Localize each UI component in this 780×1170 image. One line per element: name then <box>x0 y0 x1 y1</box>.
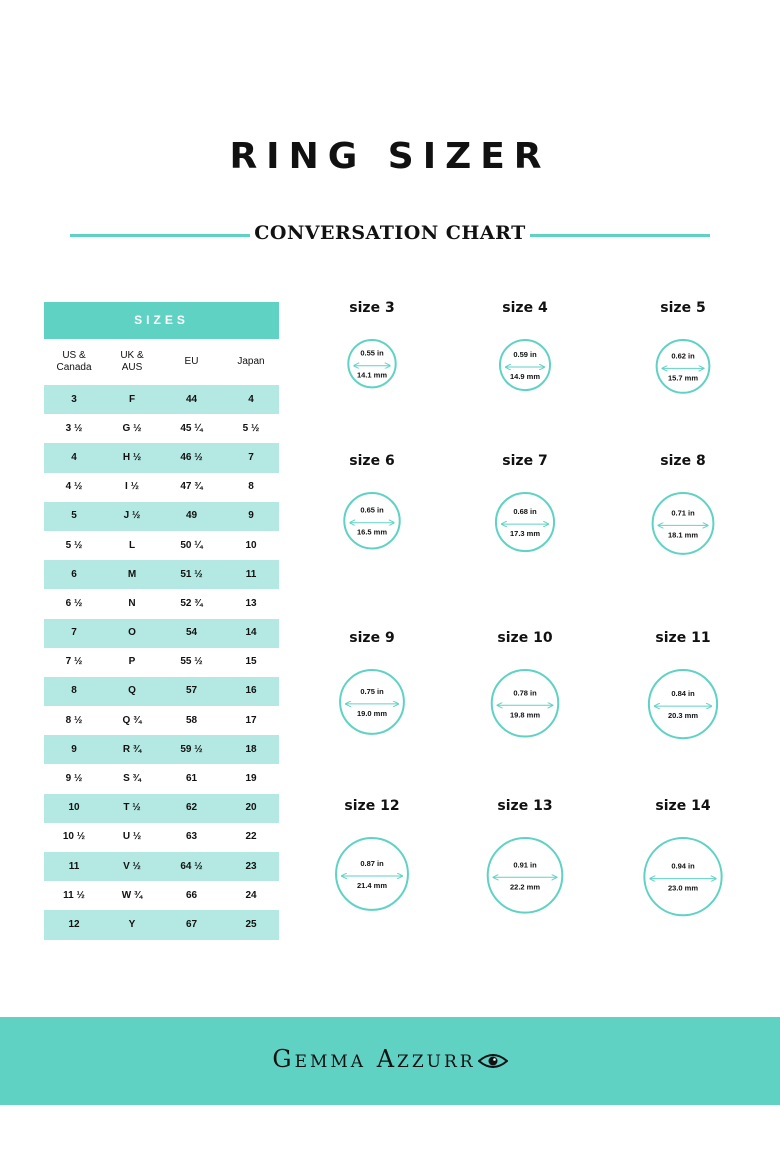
table-cell: 4 ½ <box>65 481 83 493</box>
table-cell: 44 <box>185 393 198 405</box>
ring-diameter-mm: 19.8 mm <box>509 710 541 720</box>
table-row <box>44 385 279 414</box>
table-cell: 4 <box>71 451 77 463</box>
table-cell: W ¾ <box>121 889 143 901</box>
ring-size-label: size 3 <box>349 300 395 316</box>
table-cell: M <box>127 568 137 580</box>
ring-outline <box>336 838 408 910</box>
table-cell: 15 <box>245 656 257 668</box>
table-cell: 5 ½ <box>65 539 83 551</box>
table-cell: Q <box>128 685 136 697</box>
ring-diameter-inches: 0.78 in <box>513 688 537 698</box>
table-cell: T ½ <box>123 802 141 814</box>
ring-diameter-mm: 15.7 mm <box>667 373 699 383</box>
table-cell: I ½ <box>125 481 139 493</box>
table-cell: H ½ <box>122 451 142 463</box>
ring-size-label: size 8 <box>660 453 706 469</box>
ring-outline <box>496 493 554 551</box>
column-header: Japan <box>237 356 265 367</box>
ring-outline <box>500 340 550 390</box>
table-row <box>44 443 279 472</box>
ring-diameter-inches: 0.62 in <box>671 351 695 361</box>
table-cell: 3 ½ <box>65 422 83 434</box>
table-cell: O <box>128 627 136 639</box>
column-header: UK & AUS <box>120 350 144 373</box>
ring-diameter-mm: 17.3 mm <box>509 529 541 539</box>
table-cell: 58 <box>185 714 198 726</box>
table-cell: 5 ½ <box>242 422 260 434</box>
table-cell: 18 <box>245 743 257 755</box>
ring-diameter-inches: 0.59 in <box>513 350 537 360</box>
ring-diameter-inches: 0.68 in <box>513 507 537 517</box>
ring-outline <box>644 838 721 915</box>
table-row <box>44 764 279 793</box>
table-cell: 49 <box>185 510 198 522</box>
ring-outline <box>492 670 559 737</box>
ring-diameter-inches: 0.87 in <box>360 858 384 868</box>
table-cell: 61 <box>185 773 198 785</box>
ring-diameter-mm: 19.0 mm <box>356 708 388 718</box>
table-row <box>44 414 279 443</box>
table-cell: 62 <box>185 802 198 814</box>
ring-size-label: size 10 <box>497 630 553 646</box>
table-cell: 8 ½ <box>65 714 83 726</box>
ring-diagram <box>340 630 404 734</box>
table-cell: 22 <box>245 831 257 843</box>
table-cell: 55 ½ <box>180 656 203 668</box>
size-table-header-row <box>44 339 279 385</box>
table-cell: 25 <box>245 918 257 930</box>
ring-diameter-inches: 0.71 in <box>671 508 695 518</box>
table-row <box>44 619 279 648</box>
table-row <box>44 502 279 531</box>
table-cell: 50 ¼ <box>180 539 203 551</box>
ring-size-label: size 7 <box>502 453 548 469</box>
ring-outline <box>649 670 717 738</box>
table-cell: 10 <box>245 539 257 551</box>
ring-outline <box>344 493 399 548</box>
page-subtitle: CONVERSATION CHART <box>254 222 526 244</box>
table-row <box>44 706 279 735</box>
ring-diameter-inches: 0.91 in <box>513 860 537 870</box>
ring-size-label: size 11 <box>655 630 711 646</box>
table-cell: V ½ <box>123 860 141 872</box>
table-cell: 10 ½ <box>62 831 86 843</box>
table-cell: 54 <box>185 627 198 639</box>
table-cell: 20 <box>245 802 257 814</box>
table-cell: 13 <box>245 597 257 609</box>
ring-outline <box>348 340 395 387</box>
footer-band <box>0 1017 780 1105</box>
ring-diameter-mm: 18.1 mm <box>667 530 699 540</box>
table-cell: U ½ <box>122 831 142 843</box>
ring-outline <box>657 340 710 393</box>
table-cell: F <box>128 393 136 405</box>
table-cell: 7 ½ <box>65 656 83 668</box>
table-cell: 11 <box>245 568 257 580</box>
ring-size-label: size 6 <box>349 453 395 469</box>
table-row <box>44 589 279 618</box>
ring-diagram <box>496 453 554 551</box>
table-cell: 45 ¼ <box>180 422 203 434</box>
table-cell: 7 <box>71 627 77 639</box>
table-row <box>44 735 279 764</box>
ring-diameter-mm: 21.4 mm <box>356 880 388 890</box>
table-cell: 9 <box>248 510 254 522</box>
table-cell: G ½ <box>122 422 142 434</box>
ring-diameter-mm: 20.3 mm <box>667 711 699 721</box>
table-row <box>44 823 279 852</box>
ring-diagram <box>649 630 717 738</box>
table-cell: 24 <box>245 889 257 901</box>
table-cell: P <box>128 656 136 668</box>
ring-diameter-inches: 0.55 in <box>360 348 384 358</box>
table-cell: 14 <box>245 627 257 639</box>
table-cell: 52 ¾ <box>180 597 203 609</box>
ring-size-label: size 13 <box>497 798 553 814</box>
ring-diagram <box>644 798 721 915</box>
ring-size-label: size 4 <box>502 300 548 316</box>
brand-logo <box>0 1045 780 1073</box>
table-cell: 12 <box>68 918 80 930</box>
table-cell: 47 ¾ <box>180 481 203 493</box>
ring-outline <box>340 670 404 734</box>
table-cell: 11 ½ <box>63 889 85 901</box>
page-title: RING SIZER <box>229 136 551 177</box>
table-cell: 8 <box>71 685 77 697</box>
table-cell: 63 <box>185 831 198 843</box>
table-cell: 17 <box>245 714 257 726</box>
table-cell: L <box>128 539 136 551</box>
ring-diameter-mm: 14.1 mm <box>356 370 388 380</box>
table-cell: 19 <box>245 773 257 785</box>
table-cell: 5 <box>71 510 77 522</box>
subtitle-row <box>70 222 710 252</box>
column-header: US & Canada <box>56 350 92 373</box>
table-cell: 9 <box>71 743 77 755</box>
table-cell: 64 ½ <box>180 860 203 872</box>
size-table-body <box>44 385 279 940</box>
table-cell: R ¾ <box>122 743 142 755</box>
table-cell: 51 ½ <box>180 568 203 580</box>
ring-size-label: size 12 <box>344 798 400 814</box>
table-cell: J ½ <box>123 510 141 522</box>
table-cell: 10 <box>68 802 80 814</box>
table-row <box>44 560 279 589</box>
ring-outline <box>653 493 714 554</box>
table-cell: 57 <box>185 685 198 697</box>
ring-size-label: size 14 <box>655 798 711 814</box>
table-row <box>44 531 279 560</box>
ring-diagram <box>344 453 399 548</box>
ring-diameter-inches: 0.84 in <box>671 689 695 699</box>
divider-right <box>530 234 710 237</box>
table-cell: 46 ½ <box>180 451 203 463</box>
table-row <box>44 648 279 677</box>
column-header: EU <box>184 356 199 367</box>
ring-diameter-mm: 23.0 mm <box>667 883 699 893</box>
ring-diameter-mm: 16.5 mm <box>356 527 388 537</box>
table-cell: 3 <box>71 393 77 405</box>
table-cell: Q ¾ <box>122 714 142 726</box>
ring-diagram <box>500 300 550 390</box>
table-cell: 66 <box>185 889 198 901</box>
table-row <box>44 677 279 706</box>
table-row <box>44 910 279 939</box>
table-cell: 59 ½ <box>180 743 203 755</box>
table-cell: S ¾ <box>123 773 141 785</box>
ring-diagram <box>492 630 559 737</box>
ring-diameter-inches: 0.65 in <box>360 505 384 515</box>
table-cell: N <box>128 597 136 609</box>
table-cell: 6 <box>71 568 77 580</box>
ring-size-label: size 9 <box>349 630 395 646</box>
table-cell: 67 <box>185 918 198 930</box>
table-cell: 4 <box>248 393 254 405</box>
eye-icon <box>478 1052 508 1070</box>
table-cell: 11 <box>68 860 80 872</box>
table-row <box>44 881 279 910</box>
ring-diagram <box>657 300 710 393</box>
table-row <box>44 794 279 823</box>
ring-diagram <box>653 453 714 554</box>
table-cell: 16 <box>245 685 257 697</box>
ring-outline <box>488 838 563 913</box>
table-row <box>44 852 279 881</box>
ring-diagram <box>348 300 395 387</box>
table-cell: 6 ½ <box>65 597 83 609</box>
table-cell: 8 <box>248 481 254 493</box>
ring-diagram <box>488 798 563 913</box>
table-row <box>44 473 279 502</box>
table-cell: 9 ½ <box>65 773 83 785</box>
ring-diagram-grid <box>300 290 760 960</box>
size-table-heading: SIZES <box>44 302 279 339</box>
ring-diameter-mm: 22.2 mm <box>509 882 541 892</box>
table-cell: 7 <box>248 451 254 463</box>
ring-diagram <box>336 798 408 910</box>
ring-diameter-mm: 14.9 mm <box>509 372 541 382</box>
ring-diameter-inches: 0.75 in <box>360 686 384 696</box>
size-table <box>44 302 279 940</box>
table-cell: Y <box>128 918 136 930</box>
ring-size-label: size 5 <box>660 300 706 316</box>
ring-diameter-inches: 0.94 in <box>671 861 695 871</box>
table-cell: 23 <box>245 860 257 872</box>
brand-name: Gemma Azzurr <box>272 1045 476 1073</box>
